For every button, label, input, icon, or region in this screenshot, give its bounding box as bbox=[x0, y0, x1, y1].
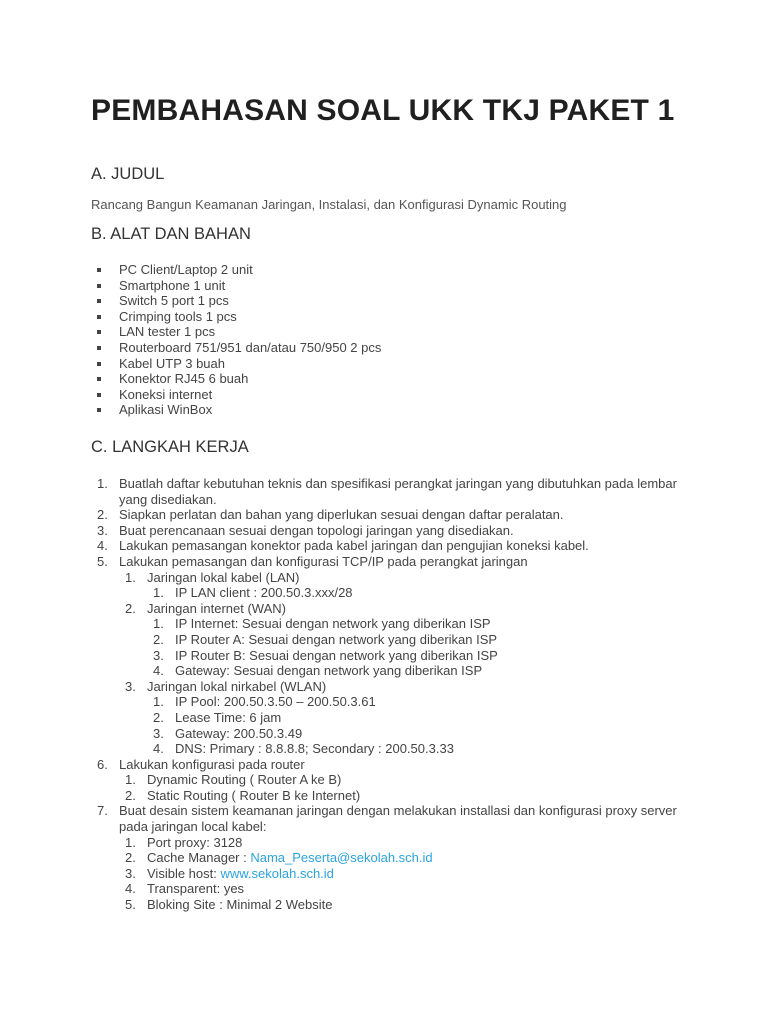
list-text: Buatlah daftar kebutuhan teknis dan spesifikasi perangkat jaringan yang dibutuhkan pada lembar yang disediakan. bbox=[119, 476, 677, 507]
equipment-item: Smartphone 1 unit bbox=[91, 278, 381, 294]
list-number: 1. bbox=[153, 585, 164, 601]
list-number: 6. bbox=[97, 756, 108, 772]
list-number: 3. bbox=[153, 725, 164, 741]
list-text: Jaringan internet (WAN) bbox=[147, 600, 286, 616]
list-number: 1. bbox=[125, 772, 136, 788]
list-number: 1. bbox=[153, 694, 164, 710]
nested-list bbox=[119, 772, 691, 803]
equipment-item: Koneksi internet bbox=[91, 387, 381, 403]
list-text: Lease Time: 6 jam bbox=[175, 709, 282, 725]
list-text: Lakukan pemasangan konektor pada kabel jaringan dan pengujian koneksi kabel. bbox=[119, 538, 589, 554]
list-text: Jaringan lokal kabel (LAN) bbox=[147, 569, 300, 585]
page-title: PEMBAHASAN SOAL UKK TKJ PAKET 1 bbox=[91, 94, 675, 127]
list-text: IP LAN client : 200.50.3.xxx/28 bbox=[175, 585, 353, 601]
list-text: Siapkan perlatan dan bahan yang diperlukan sesuai dengan daftar peralatan. bbox=[119, 507, 564, 523]
equipment-list bbox=[91, 262, 381, 418]
substep-item bbox=[119, 866, 691, 882]
list-number: 3. bbox=[97, 522, 108, 538]
step-item bbox=[91, 554, 691, 757]
nested-list bbox=[147, 585, 691, 601]
detail-item bbox=[147, 632, 691, 648]
substep-item bbox=[119, 850, 691, 866]
detail-item bbox=[147, 694, 691, 710]
list-number: 2. bbox=[153, 709, 164, 725]
nested-list bbox=[147, 694, 691, 756]
substep-item bbox=[119, 772, 691, 788]
detail-item bbox=[147, 710, 691, 726]
list-text: Lakukan pemasangan dan konfigurasi TCP/IP pada perangkat jaringan bbox=[119, 553, 528, 569]
list-number: 3. bbox=[125, 678, 136, 694]
step-item bbox=[91, 523, 691, 539]
list-text: Gateway: 200.50.3.49 bbox=[175, 725, 303, 741]
hyperlink[interactable]: www.sekolah.sch.id bbox=[220, 865, 334, 881]
substep-item bbox=[119, 788, 691, 804]
detail-item bbox=[147, 726, 691, 742]
list-number: 2. bbox=[97, 507, 108, 523]
substep-item bbox=[119, 897, 691, 913]
detail-item bbox=[147, 663, 691, 679]
list-number: 5. bbox=[125, 897, 136, 913]
list-number: 2. bbox=[125, 850, 136, 866]
list-number: 4. bbox=[125, 881, 136, 897]
list-text: Transparent: yes bbox=[147, 881, 245, 897]
equipment-item: Crimping tools 1 pcs bbox=[91, 309, 381, 325]
equipment-item: Aplikasi WinBox bbox=[91, 402, 381, 418]
section-a-text: Rancang Bangun Keamanan Jaringan, Instalasi, dan Konfigurasi Dynamic Routing bbox=[91, 197, 567, 212]
list-number: 2. bbox=[153, 631, 164, 647]
list-number: 1. bbox=[97, 476, 108, 491]
list-number: 4. bbox=[153, 741, 164, 757]
list-text: Lakukan konfigurasi pada router bbox=[119, 756, 305, 772]
substep-item bbox=[119, 835, 691, 851]
list-text: Jaringan lokal nirkabel (WLAN) bbox=[147, 678, 327, 694]
list-number: 1. bbox=[153, 616, 164, 632]
list-text: Cache Manager : bbox=[147, 850, 251, 866]
list-number: 3. bbox=[125, 865, 136, 881]
list-text: Visible host: bbox=[147, 865, 221, 881]
hyperlink[interactable]: Nama_Peserta@sekolah.sch.id bbox=[250, 850, 433, 866]
equipment-item: PC Client/Laptop 2 unit bbox=[91, 262, 381, 278]
equipment-item: Switch 5 port 1 pcs bbox=[91, 293, 381, 309]
list-text: Bloking Site : Minimal 2 Website bbox=[147, 897, 333, 913]
steps-list bbox=[91, 476, 691, 913]
substep-item bbox=[119, 601, 691, 679]
list-text: Gateway: Sesuai dengan network yang diberikan ISP bbox=[175, 663, 483, 679]
substep-item bbox=[119, 881, 691, 897]
nested-list bbox=[119, 570, 691, 757]
step-item bbox=[91, 803, 691, 912]
list-text: DNS: Primary : 8.8.8.8; Secondary : 200.50.3.33 bbox=[175, 741, 454, 757]
section-c-heading: C. LANGKAH KERJA bbox=[91, 438, 249, 456]
equipment-item: Routerboard 751/951 dan/atau 750/950 2 pcs bbox=[91, 340, 381, 356]
section-b-heading: B. ALAT DAN BAHAN bbox=[91, 225, 251, 243]
list-text: IP Router A: Sesuai dengan network yang diberikan ISP bbox=[175, 631, 498, 647]
equipment-item: LAN tester 1 pcs bbox=[91, 324, 381, 340]
detail-item bbox=[147, 741, 691, 757]
list-text: Dynamic Routing ( Router A ke B) bbox=[147, 772, 342, 788]
nested-list bbox=[147, 616, 691, 678]
list-number: 3. bbox=[153, 647, 164, 663]
list-text: Port proxy: 3128 bbox=[147, 834, 243, 850]
list-text: Buat perencanaan sesuai dengan topologi jaringan yang disediakan. bbox=[119, 522, 514, 538]
list-number: 2. bbox=[125, 600, 136, 616]
equipment-item: Kabel UTP 3 buah bbox=[91, 356, 381, 372]
list-number: 1. bbox=[125, 834, 136, 850]
detail-item bbox=[147, 585, 691, 601]
step-item bbox=[91, 507, 691, 523]
detail-item bbox=[147, 616, 691, 632]
step-item bbox=[91, 757, 691, 804]
detail-item bbox=[147, 648, 691, 664]
substep-item bbox=[119, 679, 691, 757]
list-text: IP Router B: Sesuai dengan network yang diberikan ISP bbox=[175, 647, 498, 663]
list-number: 1. bbox=[125, 569, 136, 585]
list-number: 4. bbox=[153, 663, 164, 679]
section-a-heading: A. JUDUL bbox=[91, 165, 165, 183]
equipment-item: Konektor RJ45 6 buah bbox=[91, 371, 381, 387]
list-number: 2. bbox=[125, 787, 136, 803]
list-number: 4. bbox=[97, 538, 108, 554]
list-text: Buat desain sistem keamanan jaringan dengan melakukan installasi dan konfigurasi proxy server pada jaringan local kabel: bbox=[119, 803, 677, 835]
substep-item bbox=[119, 570, 691, 601]
step-item bbox=[91, 538, 691, 554]
step-item bbox=[91, 476, 691, 507]
list-number: 5. bbox=[97, 553, 108, 569]
list-number: 7. bbox=[97, 803, 108, 819]
list-text: IP Internet: Sesuai dengan network yang diberikan ISP bbox=[175, 616, 491, 632]
nested-list bbox=[119, 835, 691, 913]
list-text: IP Pool: 200.50.3.50 – 200.50.3.61 bbox=[175, 694, 376, 710]
list-text: Static Routing ( Router B ke Internet) bbox=[147, 787, 361, 803]
